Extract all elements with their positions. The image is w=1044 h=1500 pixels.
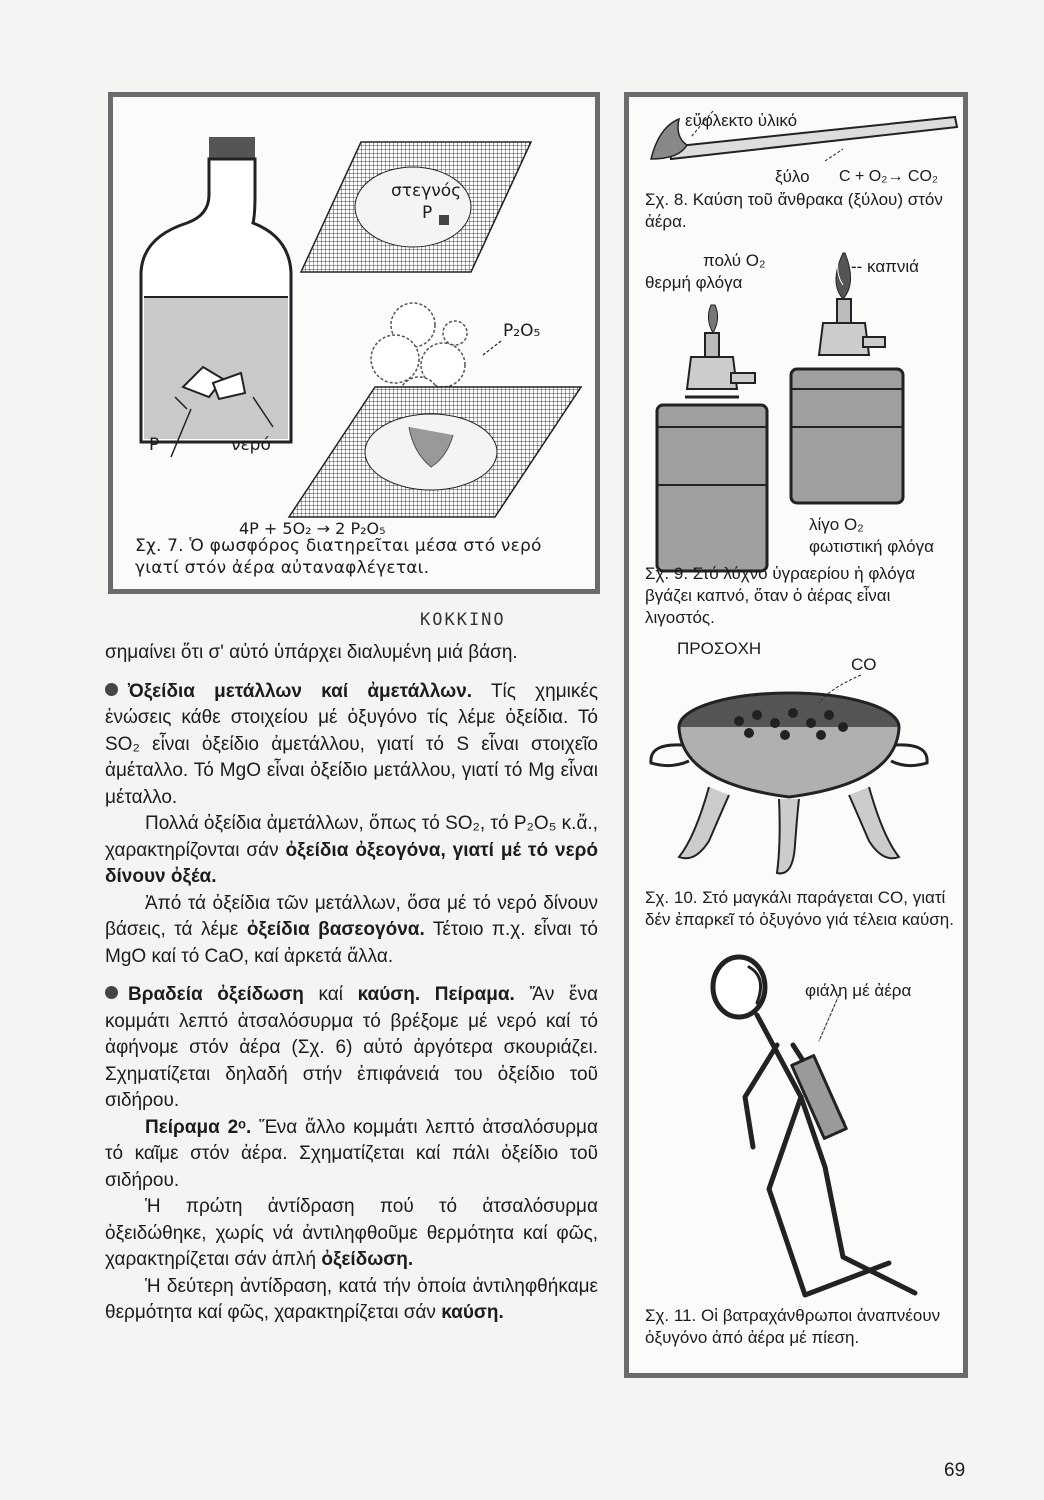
label-wood: ξύλο xyxy=(775,167,810,186)
second-reaction-text: Ἡ δεύτερη ἀντίδραση, κατά τήν ὁποία ἀντιληφθήκαμε θερμότητα καί φῶς, χαρακτηρίζεται σάν xyxy=(105,1275,598,1323)
paragraph-second-reaction xyxy=(105,1274,598,1327)
figure-7 xyxy=(108,92,600,594)
acidic-oxides-text: Πολλά ὀξείδια ἀμετάλλων, ὅπως τό SO₂, τό P₂O₅ κ.ἄ., χαρακτηρίζονται σάν xyxy=(105,813,598,861)
equation-carbon: C + O₂→ CO₂ xyxy=(839,168,939,185)
figure-9-caption: Σχ. 9. Στό λύχνο ὑγραερίου ἡ φλόγα βγάζει καπνό, ὅταν ὁ ἀέρας εἶναι λιγοστός. xyxy=(645,564,916,627)
label-co: CO xyxy=(851,655,877,674)
label-p2o5: P₂O₅ xyxy=(503,321,541,341)
plate-bottom xyxy=(289,387,581,517)
slow-oxidation-mid: καί xyxy=(303,984,358,1005)
label-flammable: εὔφλεκτο ὑλικό xyxy=(685,111,798,130)
figure-7-caption: Σχ. 7. Ὁ φωσφόρος διατηρεῖται μέσα στό νερό γιατί στόν ἀέρα αὐταναφλέγεται. xyxy=(135,536,542,578)
label-air-tank: φιάλη μέ ἀέρα xyxy=(805,981,912,1000)
figure-7-illustration xyxy=(113,97,595,589)
label-luminous-flame: φωτιστική φλόγα xyxy=(809,537,934,556)
paragraph-oxides xyxy=(105,679,598,812)
basic-oxides-text: Ἀπό τά ὀξείδια τῶν μετάλλων, ὅσα μέ τό νερό δίνουν βάσεις, τά λέμε xyxy=(105,892,598,940)
label-p-top: P xyxy=(422,203,433,223)
paragraph-experiment-2 xyxy=(105,1115,598,1195)
heading-oxides: Ὀξείδια μετάλλων καί ἀμετάλλων. xyxy=(128,680,473,702)
paragraph-basic-oxides xyxy=(105,891,598,971)
oxides-body: Τίς χημικές ἑνώσεις κάθε στοιχείου μέ ὀξυγόνο τίς λέμε ὀξείδια. Τό SO₂ εἶναι ὀξείδιο ἀμετάλλου, γιατί τό S εἶναι στοιχεῖο ἀμέταλλο. Τό MgO εἶναι ὀξείδιο μετάλλου, γιατί τό Mg εἶναι μέταλλο. xyxy=(105,680,598,808)
heading-experiment: καύση. Πείραμα. xyxy=(357,984,515,1005)
brazier-icon xyxy=(651,675,927,873)
label-soot: -- καπνιά xyxy=(851,257,919,276)
handwritten-note: ΚΟΚΚΙΝΟ xyxy=(420,610,506,630)
figure-11-caption: Σχ. 11. Οἱ βατραχάνθρωποι ἀναπνέουν ὀξυγόνο ἀπό ἀέρα μέ πίεση. xyxy=(645,1306,941,1347)
label-p-bottom: P xyxy=(149,435,160,455)
paragraph-first-reaction xyxy=(105,1194,598,1274)
figure-8-caption: Σχ. 8. Καύση τοῦ ἄνθρακα (ξύλου) στόν ἀέρα. xyxy=(645,190,943,231)
acidic-oxides-bold: ὀξείδια ὀξεογόνα, γιατί μέ τό νερό δίνουν ὀξέα. xyxy=(105,839,598,887)
basic-oxides-tail: Τέτοιο π.χ. εἶναι τό MgO καί τό CaO, καί ἀρκετά ἄλλα. xyxy=(105,919,598,967)
experiment-2-body: Ἕνα ἄλλο κομμάτι λεπτό ἀτσαλόσυρμα τό καῖμε στόν ἀέρα. Σχηματίζεται καί πάλι ὀξείδιο τοῦ σιδήρου. xyxy=(105,1116,598,1191)
diver-figure-icon xyxy=(713,957,915,1295)
gas-burner-left-icon xyxy=(657,305,767,571)
second-reaction-bold: καύση. xyxy=(441,1302,504,1323)
label-hot-flame: θερμή φλόγα xyxy=(645,273,743,292)
basic-oxides-bold: ὀξείδια βασεογόνα. xyxy=(246,919,425,940)
paragraph-base-continued: σημαίνει ὅτι σ' αὐτό ὑπάρχει διαλυμένη μιά βάση. xyxy=(105,642,518,663)
bullet-icon xyxy=(105,986,118,999)
figure-10-caption: Σχ. 10. Στό μαγκάλι παράγεται CO, γιατί δέν ἐπαρκεῖ τό ὀξυγόνο γιά τέλεια καύση. xyxy=(645,888,954,929)
label-nero: νερό xyxy=(231,435,271,455)
bottle-icon xyxy=(141,137,291,457)
first-reaction-text: Ἡ πρώτη ἀντίδραση πού τό ἀτσαλόσυρμα ὀξειδώθηκε, χωρίς νά ἀντιληφθοῦμε θερμότητα καί φῶς, χαρακτηρίζεται σάν ἁπλή xyxy=(105,1196,598,1270)
main-text-column xyxy=(105,640,598,1327)
label-little-o2: λίγο O₂ xyxy=(809,515,864,534)
dry-plate-top xyxy=(301,142,531,272)
page-number: 69 xyxy=(944,1460,966,1481)
equation-phosphorus: 4P + 5O₂ → 2 P₂O₅ xyxy=(239,519,386,538)
label-steganos: στεγνός xyxy=(391,181,462,201)
paragraph-acidic-oxides xyxy=(105,811,598,891)
label-much-o2: πολύ O₂ xyxy=(703,251,766,270)
label-caution: ΠΡΟΣΟΧΗ xyxy=(677,639,762,658)
heading-slow-oxidation: Βραδεία ὀξείδωση xyxy=(128,984,304,1005)
gas-burner-right-icon xyxy=(791,253,903,503)
bullet-icon xyxy=(105,683,118,696)
heading-experiment-2: Πείραμα 2ᵒ. xyxy=(145,1116,252,1138)
right-figures-panel xyxy=(624,92,968,1378)
slow-oxidation-body: Ἄν ἕνα κομμάτι λεπτό ἀτσαλόσυρμα τό βρέξομε μέ νερό καί τό ἀφήνομε στόν ἀέρα (Σχ. 6) αὐτό ἀργότερα σκουριάζει. Σχηματίζεται δηλαδή στήν ἐπιφάνειά του ὀξείδιο τοῦ σιδήρου. xyxy=(105,984,598,1111)
first-reaction-bold: ὀξείδωση. xyxy=(321,1249,414,1270)
paragraph-slow-oxidation xyxy=(105,982,598,1115)
